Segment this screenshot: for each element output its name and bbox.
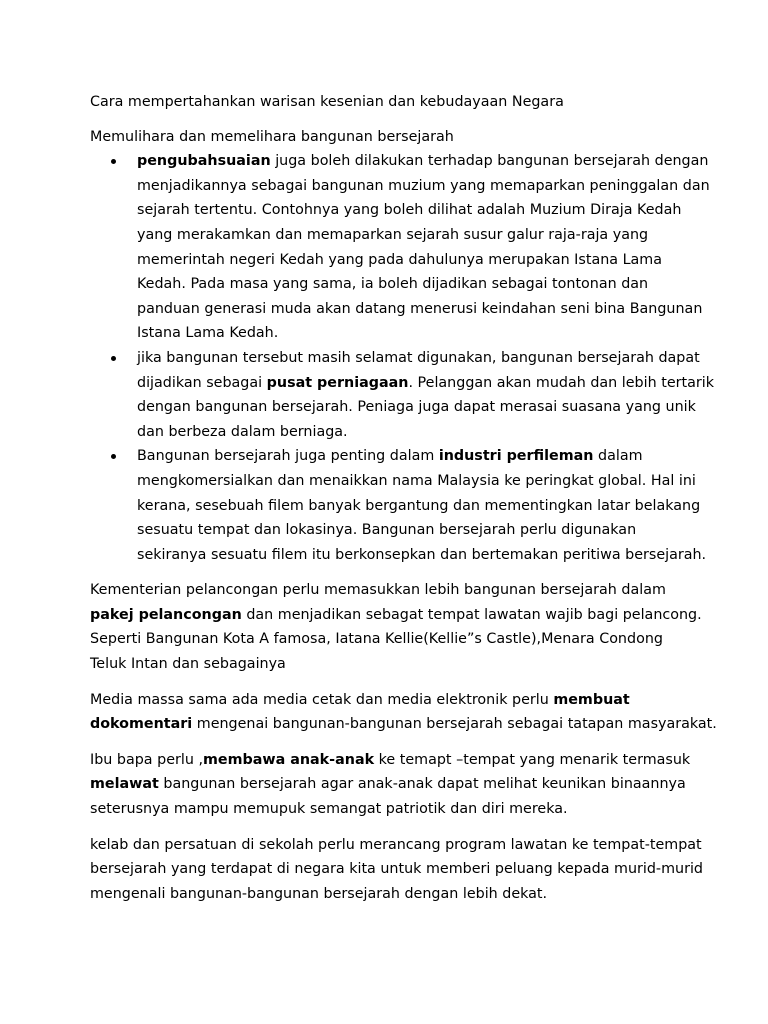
text-line <box>90 627 690 652</box>
text-line <box>137 518 690 543</box>
bullet-dot-icon <box>111 454 116 459</box>
bold-term: membuat <box>553 691 630 708</box>
text-line <box>90 688 690 713</box>
text-line <box>137 444 690 469</box>
paragraph <box>90 578 702 676</box>
text-run: seterusnya mampu memupuk semangat patriotik dan diri mereka. <box>90 801 568 818</box>
text-line <box>137 272 690 297</box>
document-page <box>90 90 717 906</box>
text-line <box>137 174 710 199</box>
text-run: dan berbeza dalam berniaga. <box>137 423 348 440</box>
text-run: ke temapt –tempat yang menarik termasuk <box>374 751 691 768</box>
bullet-item <box>90 346 714 444</box>
text-line <box>137 469 696 494</box>
section-heading: Memulihara dan memelihara bangunan bersejarah <box>90 128 454 145</box>
text-run: sesuatu tempat dan lokasinya. Bangunan bersejarah perlu digunakan <box>137 522 637 539</box>
text-line <box>90 603 702 628</box>
text-run: Bangunan bersejarah juga penting dalam <box>137 448 439 465</box>
text-run: Kedah. Pada masa yang sama, ia boleh dijadikan sebagai tontonan dan <box>137 276 649 293</box>
bullet-dot-icon <box>111 159 116 164</box>
bold-term: industri perfileman <box>438 448 594 465</box>
paragraph <box>90 688 717 737</box>
text-line <box>90 797 690 822</box>
paragraph <box>90 833 703 907</box>
text-run: sekiranya sesuatu filem itu berkonsepkan dan bertemakan peritiwa bersejarah. <box>137 546 707 563</box>
text-line <box>137 248 690 273</box>
text-run: Media massa sama ada media cetak dan media elektronik perlu <box>90 691 554 708</box>
text-run: dan menjadikan sebagat tempat lawatan wajib bagi pelancong. <box>241 606 702 623</box>
text-run: mengenai bangunan-bangunan bersejarah sebagai tatapan masyarakat. <box>192 716 717 733</box>
text-line <box>90 833 702 858</box>
text-run: dijadikan sebagai <box>137 374 267 391</box>
text-run: mengenali bangunan-bangunan bersejarah dengan lebih dekat. <box>90 885 548 902</box>
text-line <box>137 198 690 223</box>
text-line <box>137 494 701 519</box>
text-run: sejarah tertentu. Contohnya yang boleh dilihat adalah Muzium Diraja Kedah <box>137 202 682 219</box>
bullet-list <box>90 149 714 567</box>
text-line <box>90 712 717 737</box>
text-line <box>137 420 690 445</box>
text-run: juga boleh dilakukan terhadap bangunan bersejarah dengan <box>270 153 709 170</box>
text-line <box>137 223 690 248</box>
text-run: jika bangunan tersebut masih selamat digunakan, bangunan bersejarah dapat <box>137 349 700 366</box>
bold-term: membawa anak-anak <box>203 751 375 768</box>
text-run: mengkomersialkan dan menaikkan nama Malaysia ke peringkat global. Hal ini <box>137 472 696 489</box>
text-run: Teluk Intan dan sebagainya <box>90 656 286 673</box>
text-line <box>137 297 703 322</box>
text-run: . Pelanggan akan mudah dan lebih tertarik <box>408 374 714 391</box>
bold-term: pusat perniagaan <box>266 374 409 391</box>
bold-term: melawat <box>90 776 159 793</box>
text-run: panduan generasi muda akan datang menerusi keindahan seni bina Bangunan <box>137 300 703 317</box>
text-run: Kementerian pelancongan perlu memasukkan lebih bangunan bersejarah dalam <box>90 582 666 599</box>
text-line <box>137 543 707 568</box>
text-line <box>90 772 690 797</box>
text-line <box>90 652 690 677</box>
text-run: Seperti Bangunan Kota A famosa, Iatana Kellie(Kellie”s Castle),Menara Condong <box>90 631 663 648</box>
text-run: kelab dan persatuan di sekolah perlu merancang program lawatan ke tempat-tempat <box>90 836 702 853</box>
text-line <box>90 748 690 773</box>
text-run: Istana Lama Kedah. <box>137 325 279 342</box>
text-line <box>90 857 703 882</box>
text-line <box>137 346 700 371</box>
text-run: dengan bangunan bersejarah. Peniaga juga dapat merasai suasana yang unik <box>137 399 696 416</box>
text-run: Ibu bapa perlu , <box>90 751 203 768</box>
text-run: yang merakamkan dan memaparkan sejarah susur galur raja-raja yang <box>137 226 649 243</box>
bullet-item <box>90 444 707 567</box>
bold-term: pengubahsuaian <box>137 153 271 170</box>
text-run: bersejarah yang terdapat di negara kita untuk memberi peluang kepada murid-murid <box>90 861 703 878</box>
text-line <box>137 321 690 346</box>
text-run: dalam <box>593 448 643 465</box>
body-paragraphs <box>90 578 717 906</box>
bold-term: pakej pelancongan <box>90 606 242 623</box>
text-run: memerintah negeri Kedah yang pada dahulunya merupakan Istana Lama <box>137 251 662 268</box>
text-line <box>90 578 690 603</box>
text-line <box>137 371 714 396</box>
bold-term: dokomentari <box>90 716 193 733</box>
text-run: bangunan bersejarah agar anak-anak dapat melihat keunikan binaannya <box>158 776 686 793</box>
document-heading: Cara mempertahankan warisan kesenian dan kebudayaan Negara <box>90 94 564 110</box>
text-run: kerana, sesebuah filem banyak bergantung dan mementingkan latar belakang <box>137 497 701 514</box>
paragraph <box>90 748 690 822</box>
text-line <box>90 882 690 907</box>
bullet-item <box>90 149 710 346</box>
text-line <box>137 395 696 420</box>
text-line <box>137 149 709 174</box>
text-run: menjadikannya sebagai bangunan muzium yang memaparkan peninggalan dan <box>137 177 710 194</box>
bullet-dot-icon <box>111 356 116 361</box>
